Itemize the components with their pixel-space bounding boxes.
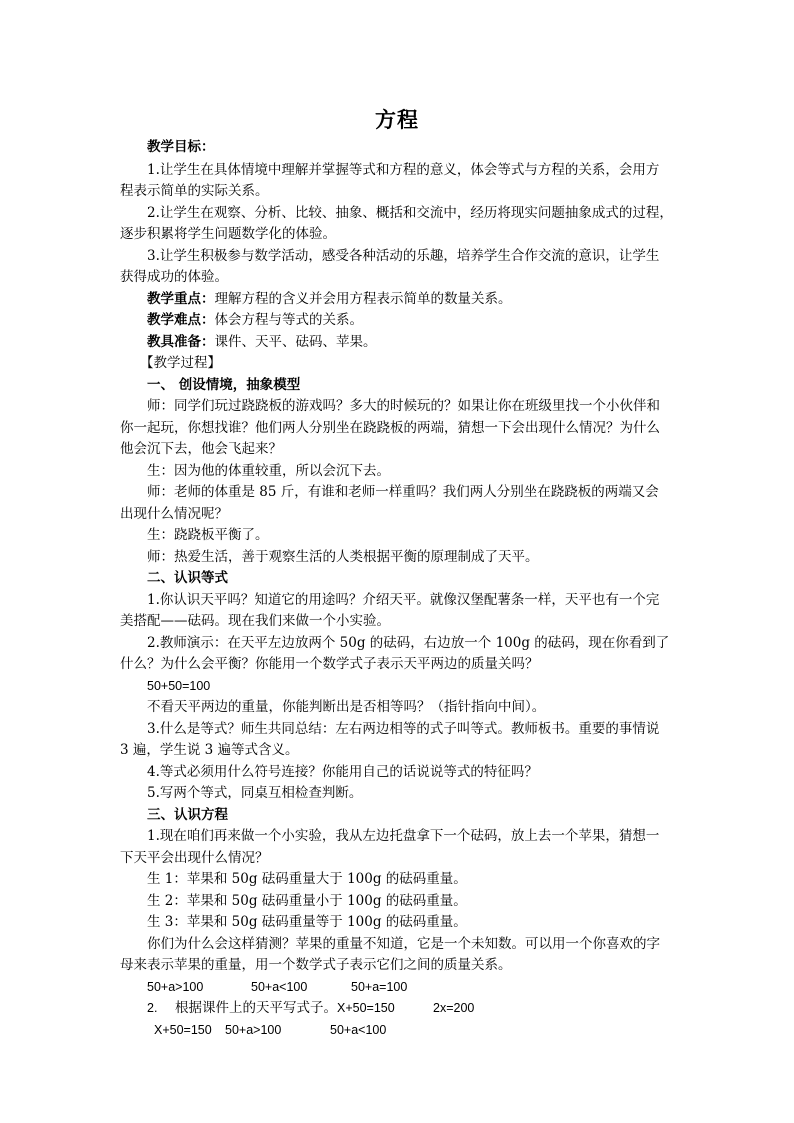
section-2-line: 什么？为什么会平衡？你能用一个数学式子表示天平两边的质量关吗？ xyxy=(120,656,539,672)
expression: 50+a<100 xyxy=(330,1023,387,1037)
expression-row-1 xyxy=(147,977,407,997)
difficulty-label: 教学难点： xyxy=(147,312,215,328)
expression: 2x=200 xyxy=(433,1001,475,1015)
section-2-line: 4.等式必须用什么符号连接？你能用自己的话说说等式的特征吗？ xyxy=(147,764,538,780)
section-3-line: 下天平会出现什么情况？ xyxy=(120,850,269,866)
objective-3-line-2: 获得成功的体验。 xyxy=(120,269,228,285)
expression: 50+a=100 xyxy=(351,980,408,994)
section-2-equation: 50+50=100 xyxy=(147,679,211,693)
item-2-label: 2. xyxy=(147,1001,158,1015)
section-2-line: 美搭配——砝码。现在我们来做一个小实验。 xyxy=(120,613,390,629)
objective-1-line-1: 1.让学生在具体情境中理解并掌握等式和方程的意义，体会等式与方程的关系，会用方 xyxy=(147,162,660,178)
tools xyxy=(147,332,377,352)
section-2-line: 5.写两个等式，同桌互相检查判断。 xyxy=(147,785,363,801)
section-2-line: 不看天平两边的重量，你能判断出是否相等吗？（指针指向中间）。 xyxy=(147,699,546,715)
section-3-line: 你们为什么会这样猜测？苹果的重量不知道，它是一个未知数。可以用一个你喜欢的字 xyxy=(147,936,660,952)
expression: 50+a>100 xyxy=(147,980,204,994)
tools-text: 课件、天平、砝码、苹果。 xyxy=(214,334,377,350)
key-point-text: 理解方程的含义并会用方程表示简单的数量关系。 xyxy=(214,291,512,307)
section-2-line: 1.你认识天平吗？知道它的用途吗？介绍天平。就像汉堡配薯条一样，天平也有一个完 xyxy=(147,592,660,608)
tools-label: 教具准备： xyxy=(147,334,215,350)
section-1-line: 师：热爱生活，善于观察生活的人类根据平衡的原理制成了天平。 xyxy=(147,549,539,565)
section-1-line: 师：老师的体重是 85 斤，有谁和老师一样重吗？我们两人分别坐在跷跷板的两端又会 xyxy=(147,484,659,500)
section-1-line: 师：同学们玩过跷跷板的游戏吗？多大的时候玩的？如果让你在班级里找一个小伙伴和 xyxy=(147,398,660,414)
objectives-heading: 教学目标： xyxy=(147,139,215,155)
section-2-line: 3 遍，学生说 3 遍等式含义。 xyxy=(120,742,299,758)
section-3-line: 生 2：苹果和 50g 砝码重量小于 100g 的砝码重量。 xyxy=(147,893,467,909)
objective-2-line-2: 逐步积累将学生问题数学化的体验。 xyxy=(120,226,336,242)
section-3-heading: 三、认识方程 xyxy=(147,807,228,823)
section-2-heading: 二、认识等式 xyxy=(147,570,228,586)
section-1-heading: 一、 创设情境，抽象模型 xyxy=(147,377,301,393)
difficulty-text: 体会方程与等式的关系。 xyxy=(214,312,363,328)
objective-1-line-2: 程表示简单的实际关系。 xyxy=(120,183,269,199)
process-heading: 【教学过程】 xyxy=(140,355,221,371)
section-2-line: 3.什么是等式？师生共同总结：左右两边相等的式子叫等式。教师板书。重要的事情说 xyxy=(147,721,660,737)
difficulty xyxy=(147,310,363,330)
expression: X+50=150 xyxy=(154,1023,212,1037)
objective-2-line-1: 2.让学生在观察、分析、比较、抽象、概括和交流中，经历将现实问题抽象成式的过程， xyxy=(147,205,673,221)
item-2-text: 根据课件上的天平写式子。 xyxy=(175,1000,337,1016)
section-1-line: 你一起玩，你想找谁？他们两人分别坐在跷跷板的两端，猜想一下会出现什么情况？为什么 xyxy=(120,420,660,436)
section-1-line: 生：因为他的体重较重，所以会沉下去。 xyxy=(147,463,390,479)
expression: X+50=150 xyxy=(337,1001,395,1015)
section-3-line: 1.现在咱们再来做一个小实验，我从左边托盘拿下一个砝码，放上去一个苹果，猜想一 xyxy=(147,828,660,844)
expression: 50+a<100 xyxy=(251,980,308,994)
section-3-line: 生 1：苹果和 50g 砝码重量大于 100g 的砝码重量。 xyxy=(147,871,467,887)
objective-3-line-1: 3.让学生积极参与数学活动，感受各种活动的乐趣，培养学生合作交流的意识，让学生 xyxy=(147,248,660,264)
page-title: 方程 xyxy=(375,107,419,132)
section-3-item-2 xyxy=(147,998,474,1018)
section-1-line: 生：跷跷板平衡了。 xyxy=(147,527,269,543)
expression: 50+a>100 xyxy=(225,1023,282,1037)
section-3-line: 生 3：苹果和 50g 砝码重量等于 100g 的砝码重量。 xyxy=(147,914,467,930)
key-point-label: 教学重点： xyxy=(147,291,215,307)
section-1-line: 出现什么情况呢？ xyxy=(120,506,228,522)
key-point xyxy=(147,289,512,309)
section-2-line: 2.教师演示：在天平左边放两个 50g 的砝码，右边放一个 100g 的砝码，现在你看到了 xyxy=(147,635,670,651)
expression-row-3 xyxy=(154,1020,386,1040)
section-1-line: 他会沉下去，他会飞起来？ xyxy=(120,441,282,457)
section-3-line: 母来表示苹果的重量，用一个数学式子表示它们之间的质量关系。 xyxy=(120,957,512,973)
